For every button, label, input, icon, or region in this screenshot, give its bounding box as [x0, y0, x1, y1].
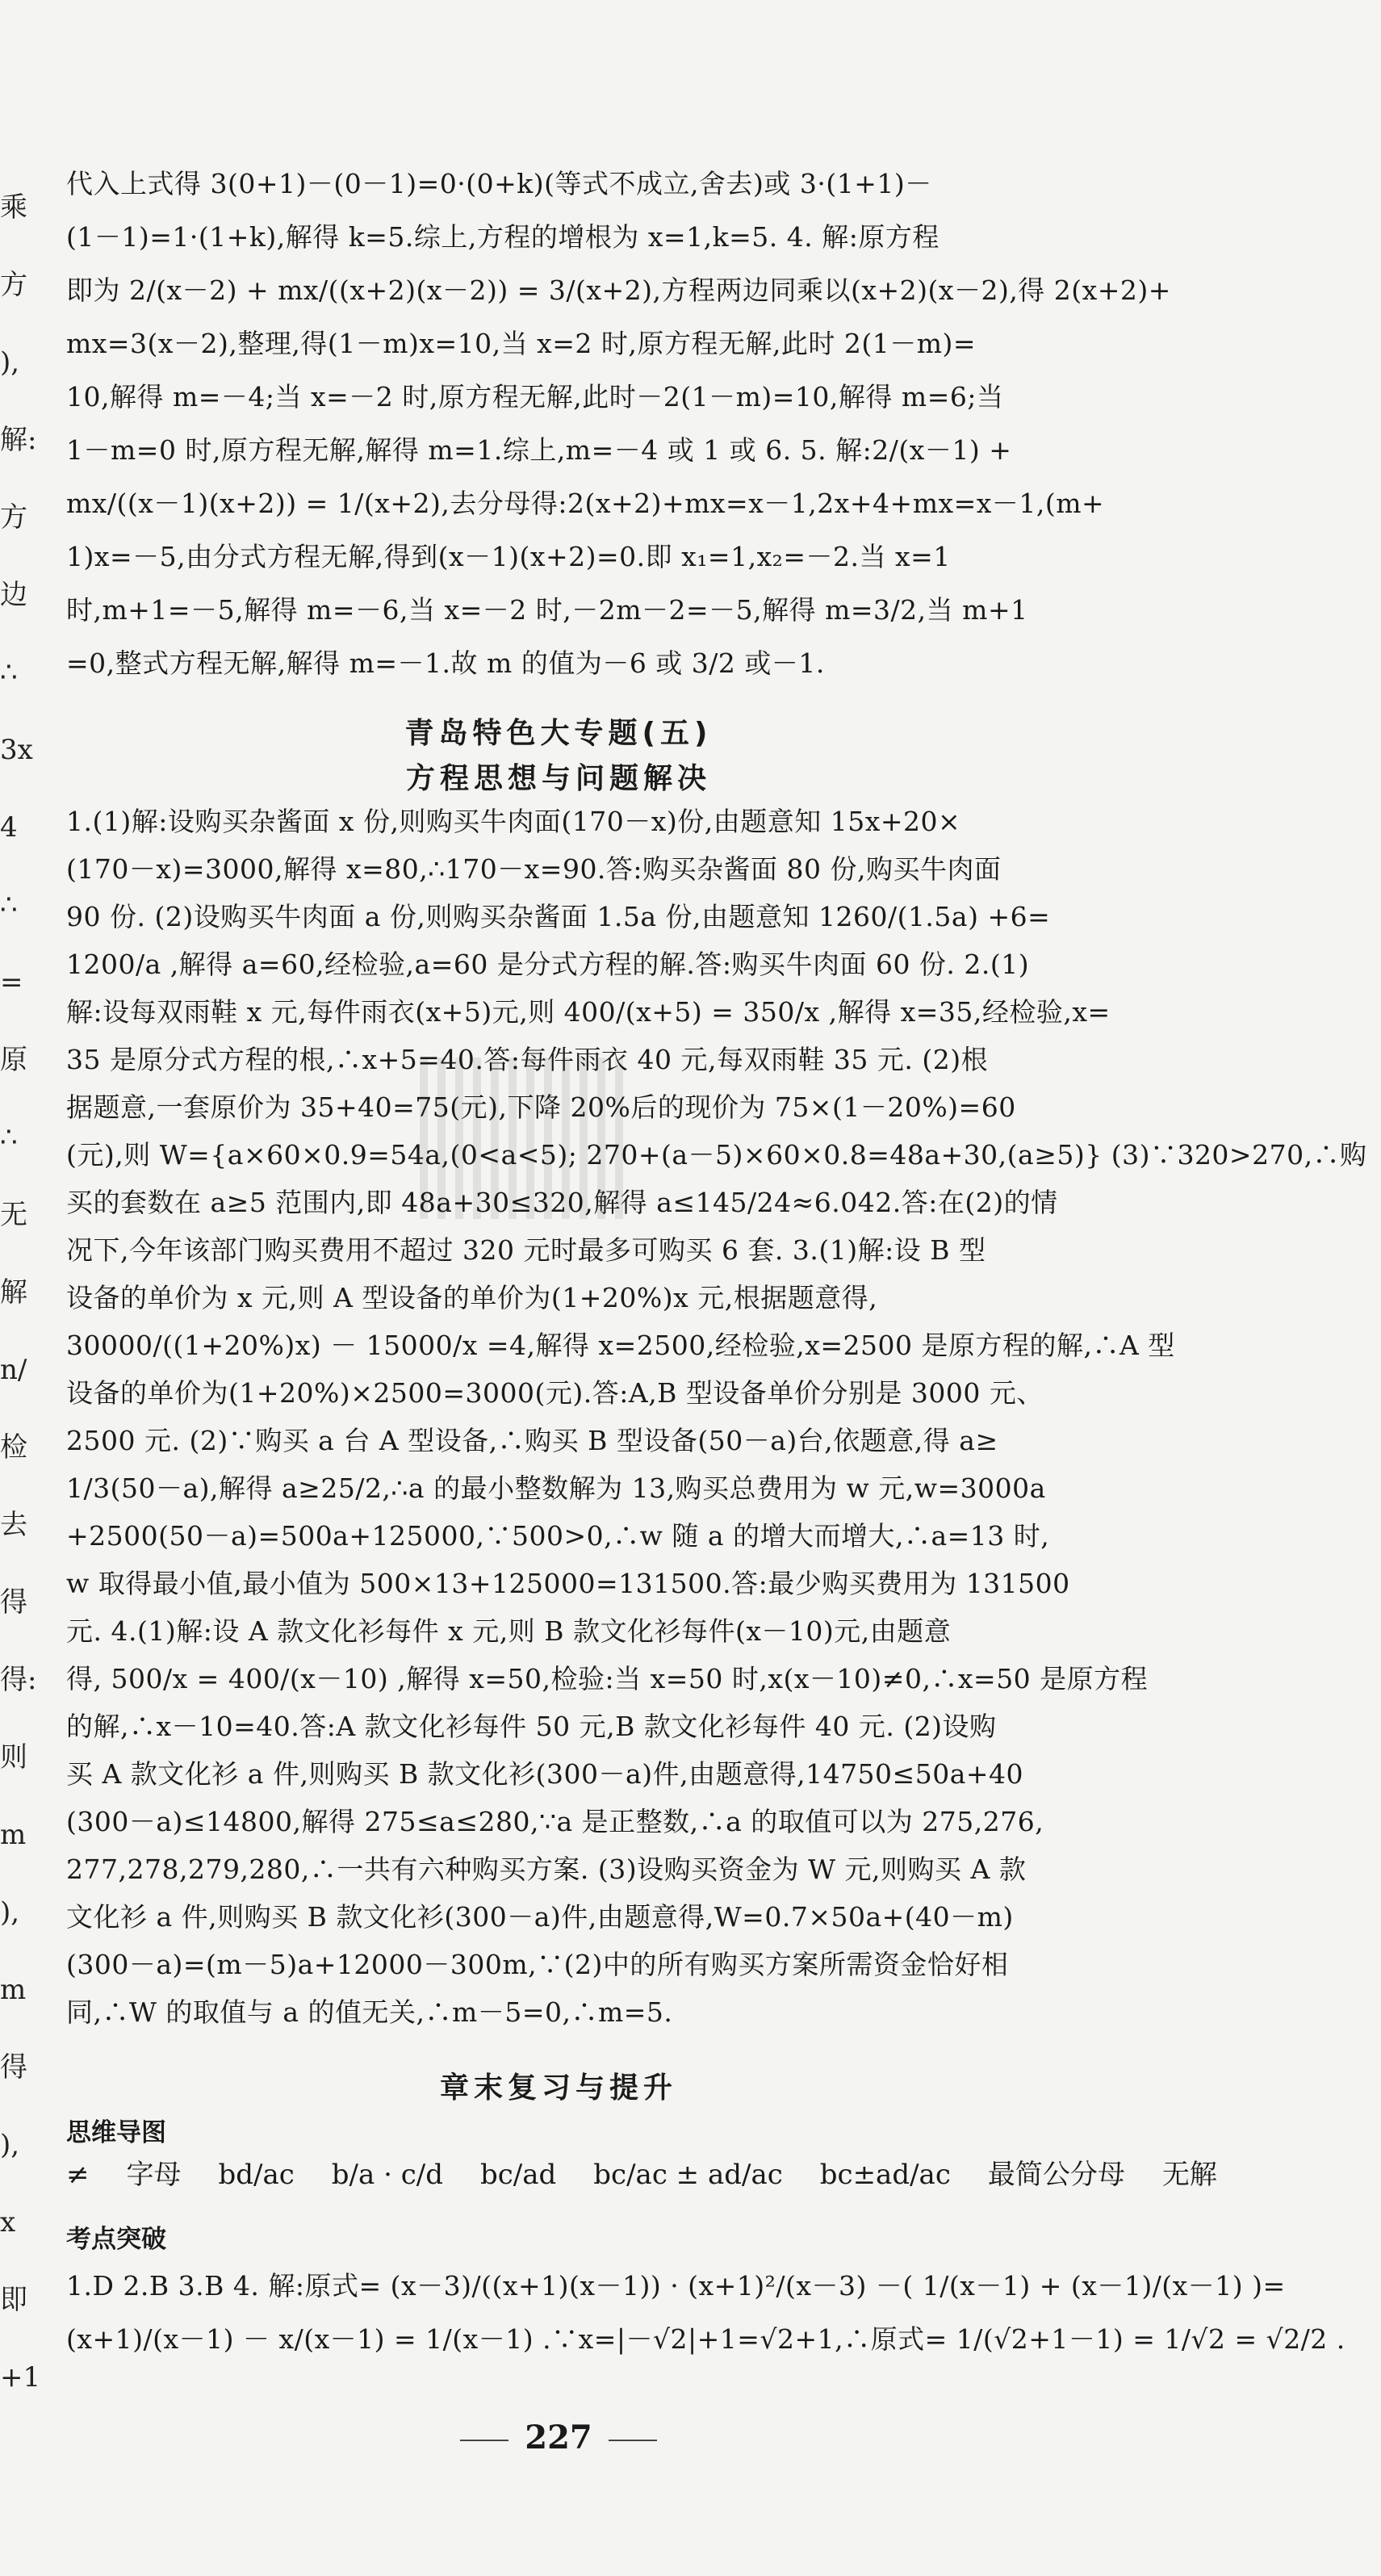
mindmap-item: bc±ad/ac [819, 2159, 951, 2191]
text-line: +2500(50－a)=500a+125000,∵500>0,∴w 随 a 的增大而增大,∴a=13 时, [66, 1520, 1050, 1552]
margin-fragment: 方 [0, 269, 27, 301]
margin-fragment: 解: [0, 424, 37, 456]
margin-fragment: = [0, 966, 23, 999]
mindmap-item: 无解 [1161, 2159, 1217, 2191]
margin-fragment: m [0, 1819, 27, 1851]
text-line: (300－a)≤14800,解得 275≤a≤280,∵a 是正整数,∴a 的取值可以为 275,276, [66, 1806, 1044, 1837]
text-line: 设备的单价为(1+20%)×2500=3000(元).答:A,B 型设备单价分别是 3000 元、 [66, 1377, 1044, 1409]
text-line: 90 份. (2)设购买牛肉面 a 份,则购买杂酱面 1.5a 份,由题意知 1260/(1.5a) +6= [66, 901, 1051, 932]
text-line: 即为 2/(x－2) + mx/((x+2)(x－2)) = 3/(x+2),方程两边同乘以(x+2)(x－2),得 2(x+2)+ [66, 274, 1171, 306]
margin-fragment: ∴ [0, 889, 18, 921]
margin-fragment: 方 [0, 501, 27, 534]
mindmap-item: bc/ad [479, 2159, 557, 2191]
text-line: 的解,∴x－10=40.答:A 款文化衫每件 50 元,B 款文化衫每件 40 元. (2)设购 [66, 1711, 997, 1742]
margin-fragment: 得 [0, 2051, 27, 2084]
text-line: 时,m+1=－5,解得 m=－6,当 x=－2 时,－2m－2=－5,解得 m=3/2,当 m+1 [66, 594, 1028, 626]
text-line: (170－x)=3000,解得 x=80,∴170－x=90.答:购买杂酱面 80 份,购买牛肉面 [66, 853, 1002, 885]
text-line: 1－m=0 时,原方程无解,解得 m=1.综上,m=－4 或 1 或 6. 5. 解:2/(x－1) + [66, 434, 1012, 466]
kaodian-label: 考点突破 [66, 2225, 166, 2254]
text-line: 买 A 款文化衫 a 件,则购买 B 款文化衫(300－a)件,由题意得,14750≤50a+40 [66, 1758, 1024, 1790]
margin-fragment: 即 [0, 2284, 27, 2316]
section-subtitle: 方程思想与问题解决 [405, 762, 711, 795]
text-line: 同,∴W 的取值与 a 的值无关,∴m－5=0,∴m=5. [66, 1996, 673, 2028]
margin-fragment: x [0, 2206, 16, 2239]
margin-fragment: ∴ [0, 1121, 18, 1154]
chapter-review-title: 章末复习与提升 [439, 2071, 677, 2105]
mindmap-item: b/a · c/d [331, 2159, 443, 2191]
text-line: 买的套数在 a≥5 范围内,即 48a+30≤320,解得 a≤145/24≈6.042.答:在(2)的情 [66, 1187, 1058, 1218]
margin-fragment: 原 [0, 1044, 27, 1076]
margin-fragment: 则 [0, 1741, 27, 1774]
text-line: (元),则 W={a×60×0.9=54a,(0<a<5); 270+(a－5)×60×0.8=48a+30,(a≥5)} (3)∵320>270,∴购 [66, 1139, 1367, 1171]
text-line: 设备的单价为 x 元,则 A 型设备的单价为(1+20%)x 元,根据题意得, [66, 1282, 878, 1313]
dash-right [609, 2440, 657, 2441]
mindmap-row [66, 2152, 1254, 2192]
margin-fragment: 无 [0, 1199, 27, 1231]
mindmap-item: 字母 [126, 2159, 182, 2191]
mindmap-item: bd/ac [218, 2159, 295, 2191]
margin-fragment: +1 [0, 2361, 41, 2394]
text-line: 35 是原分式方程的根,∴x+5=40.答:每件雨衣 40 元,每双雨鞋 35 元. (2)根 [66, 1044, 989, 1075]
margin-fragment: ∴ [0, 656, 18, 689]
text-line: 1/3(50－a),解得 a≥25/2,∴a 的最小整数解为 13,购买总费用为 w 元,w=3000a [66, 1472, 1046, 1504]
text-line: 况下,今年该部门购买费用不超过 320 元时最多可购买 6 套. 3.(1)解:设 B 型 [66, 1234, 986, 1266]
text-line: 代入上式得 3(0+1)－(0－1)=0·(0+k)(等式不成立,舍去)或 3·(1+1)－ [66, 168, 932, 199]
margin-fragment: 4 [0, 811, 18, 844]
text-line: 1.(1)解:设购买杂酱面 x 份,则购买牛肉面(170－x)份,由题意知 15x+20× [66, 806, 961, 837]
margin-fragment: 边 [0, 579, 27, 611]
margin-fragment: ), [0, 2129, 20, 2161]
mindmap-label: 思维导图 [66, 2118, 166, 2147]
text-line: 解:设每双雨鞋 x 元,每件雨衣(x+5)元,则 400/(x+5) = 350/x ,解得 x=35,经检验,x= [66, 996, 1111, 1028]
text-line: 10,解得 m=－4;当 x=－2 时,原方程无解,此时－2(1－m)=10,解得 m=6;当 [66, 381, 1004, 413]
text-line: 2500 元. (2)∵购买 a 台 A 型设备,∴购买 B 型设备(50－a)台,依题意,得 a≥ [66, 1425, 998, 1456]
text-line: mx=3(x－2),整理,得(1－m)x=10,当 x=2 时,原方程无解,此时 2(1－m)= [66, 328, 977, 359]
dash-left [460, 2440, 508, 2441]
margin-fragment: ), [0, 1896, 20, 1929]
margin-fragment: 得 [0, 1586, 27, 1619]
text-line: =0,整式方程无解,解得 m=－1.故 m 的值为－6 或 3/2 或－1. [66, 647, 825, 679]
margin-fragment: 检 [0, 1431, 27, 1464]
margin-fragment: m [0, 1974, 27, 2006]
text-line: 277,278,279,280,∴一共有六种购买方案. (3)设购买资金为 W 元,则购买 A 款 [66, 1853, 1027, 1885]
margin-fragment: 3x [0, 734, 33, 766]
text-line: (1－1)=1·(1+k),解得 k=5.综上,方程的增根为 x=1,k=5. 4. 解:原方程 [66, 221, 939, 253]
text-line: 得, 500/x = 400/(x－10) ,解得 x=50,检验:当 x=50 时,x(x－10)≠0,∴x=50 是原方程 [66, 1663, 1149, 1694]
mindmap-item: 最简公分母 [987, 2159, 1125, 2191]
text-line: w 取得最小值,最小值为 500×13+125000=131500.答:最少购买费用为 131500 [66, 1568, 1070, 1599]
margin-fragment: ), [0, 346, 20, 379]
text-line: 元. 4.(1)解:设 A 款文化衫每件 x 元,则 B 款文化衫每件(x－10)元,由题意 [66, 1615, 952, 1647]
margin-fragment: 得: [0, 1664, 37, 1696]
mindmap-item: ≠ [66, 2159, 90, 2191]
text-line: 据题意,一套原价为 35+40=75(元),下降 20%后的现价为 75×(1－20%)=60 [66, 1091, 1016, 1123]
text-line: 1200/a ,解得 a=60,经检验,a=60 是分式方程的解.答:购买牛肉面 60 份. 2.(1) [66, 949, 1030, 980]
margin-fragment: n/ [0, 1354, 27, 1386]
text-line: 文化衫 a 件,则购买 B 款文化衫(300－a)件,由题意得,W=0.7×50a+(40－m) [66, 1901, 1014, 1933]
page-number-text: 227 [525, 2419, 592, 2457]
text-line: 1.D 2.B 3.B 4. 解:原式= (x－3)/((x+1)(x－1)) · (x+1)²/(x－3) －( 1/(x－1) + (x－1)/(x－1) )= [66, 2270, 1286, 2302]
text-line: 1)x=－5,由分式方程无解,得到(x－1)(x+2)=0.即 x₁=1,x₂=－2.当 x=1 [66, 541, 951, 572]
text-line: 30000/((1+20%)x) － 15000/x =4,解得 x=2500,经检验,x=2500 是原方程的解,∴A 型 [66, 1330, 1175, 1361]
margin-fragment: 乘 [0, 191, 27, 224]
text-line: mx/((x－1)(x+2)) = 1/(x+2),去分母得:2(x+2)+mx=x－1,2x+4+mx=x－1,(m+ [66, 488, 1105, 519]
margin-fragment: 解 [0, 1276, 27, 1309]
text-line: (x+1)/(x－1) － x/(x－1) = 1/(x－1) .∵x=|－√2|+1=√2+1,∴原式= 1/(√2+1－1) = 1/√2 = √2/2 . [66, 2323, 1345, 2355]
margin-fragment: 去 [0, 1509, 27, 1541]
mindmap-item: bc/ac ± ad/ac [593, 2159, 783, 2191]
text-line: (300－a)=(m－5)a+12000－300m,∵(2)中的所有购买方案所需资金恰好相 [66, 1949, 1009, 1980]
page-number [66, 2419, 1051, 2457]
section-title: 青岛特色大专题(五) [404, 717, 713, 750]
